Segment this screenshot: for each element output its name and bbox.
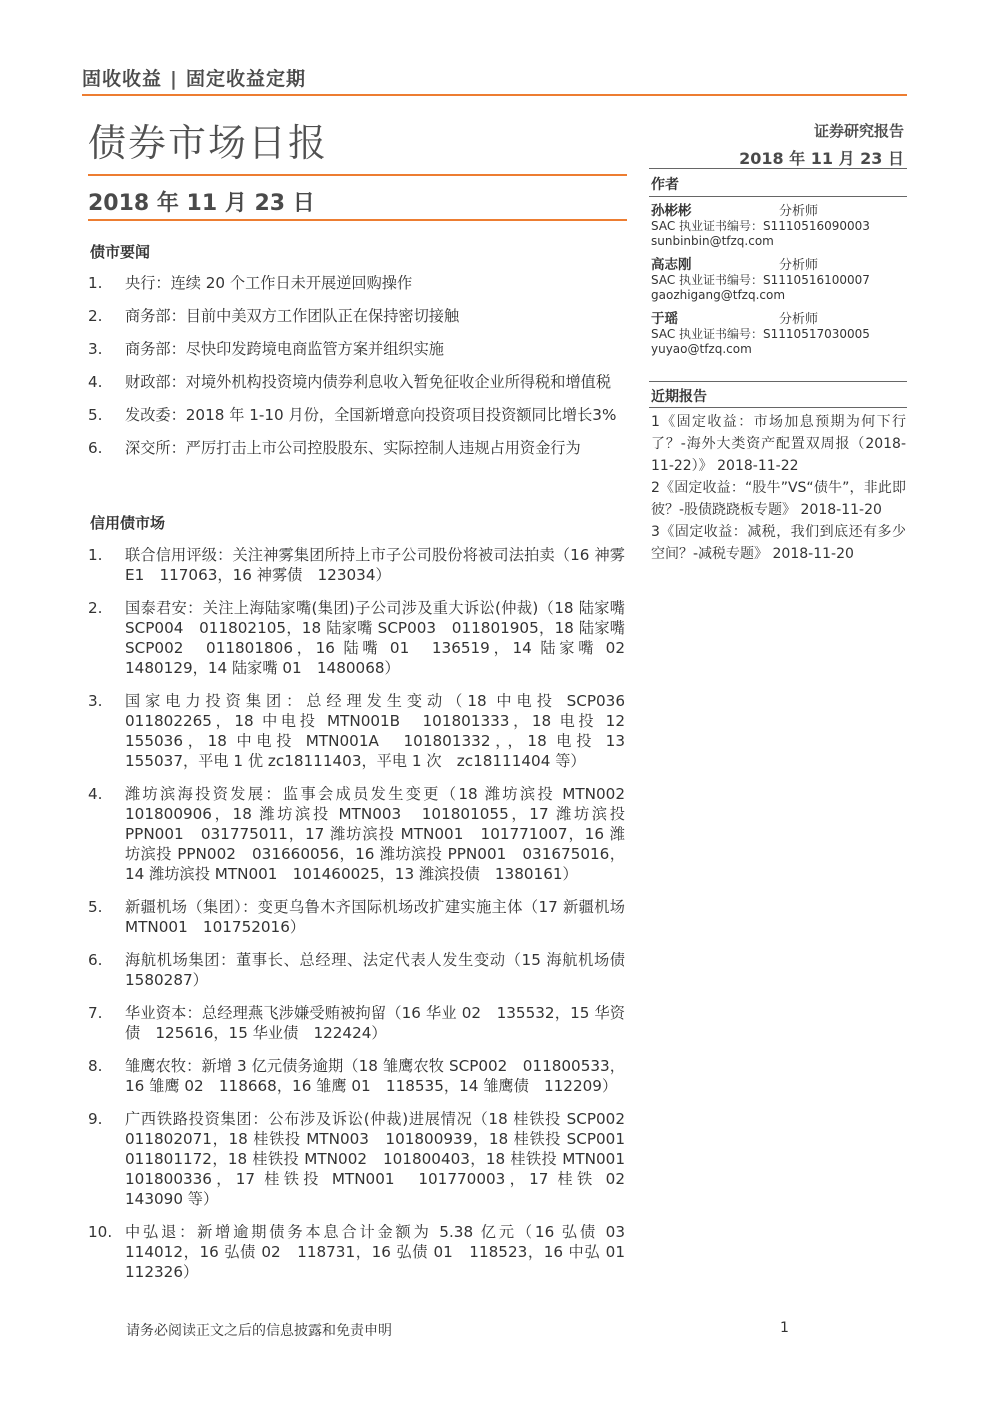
author-role: 分析师 [779, 312, 819, 327]
item-text: 华业资本：总经理燕飞涉嫌受贿被拘留（16 华业 02 135532，15 华资债 125616，15 华业债 122424） [125, 1004, 625, 1042]
category-separator: | [170, 68, 178, 90]
credit-news-heading: 信用债市场 [90, 514, 166, 532]
report-date: 2018 年 11 月 23 日 [739, 149, 904, 168]
author-card [651, 258, 906, 303]
report-category [82, 64, 306, 91]
recent-divider [649, 407, 907, 408]
author-role: 分析师 [779, 258, 819, 273]
item-number: 1. [88, 274, 103, 292]
authors-divider [649, 196, 907, 197]
report-title: 债券市场日报 [88, 121, 329, 165]
item-text: 雏鹰农牧：新增 3 亿元债务逾期（18 雏鹰农牧 SCP002 011800533，16 雏鹰 02 118668，16 雏鹰 01 118535，14 雏鹰债 112209） [125, 1057, 625, 1095]
item-text: 潍坊滨海投资发展：监事会成员发生变更（18 潍坊滨投 MTN002 101800906，18 潍坊滨投 MTN003 101801055，17 潍坊滨投 PPN001 031775011，17 潍坊滨投 MTN001 101771007，16 潍坊滨投 PPN002 031660056，16 潍坊滨投 PPN001 031675016，14 潍坊滨投 MTN001 101460025，13 潍滨投债 1380161） [125, 785, 641, 883]
recent-report-item[interactable] [651, 521, 906, 565]
list-item [88, 950, 641, 990]
item-number: 4. [88, 373, 103, 391]
list-item [88, 273, 625, 293]
market-news-list [88, 273, 625, 471]
list-item [88, 545, 625, 585]
title-divider [88, 174, 627, 176]
recent-report-item[interactable] [651, 411, 906, 477]
item-number: 2. [88, 307, 103, 325]
item-number: 1. [88, 546, 103, 564]
item-number: 5. [88, 406, 103, 424]
item-text: 商务部：目前中美双方工作团队正在保持密切接触 [125, 307, 460, 325]
item-text: 商务部：尽快印发跨境电商监管方案并组织实施 [125, 340, 444, 358]
item-number: 7. [88, 1004, 103, 1022]
item-number: 5. [88, 898, 103, 916]
authors-heading: 作者 [651, 177, 679, 193]
item-number: 6. [88, 951, 103, 969]
author-email[interactable]: gaozhigang@tfzq.com [651, 288, 786, 302]
item-text: 财政部：对境外机构投资境内债券利息收入暂免征收企业所得税和增值税 [125, 373, 611, 391]
item-text: 广西铁路投资集团：公布涉及诉讼(仲裁)进展情况（18 桂铁投 SCP002 011802071，18 桂铁投 MTN003 101800939，18 桂铁投 SCP001 011801172，18 桂铁投 MTN002 101800403，18 桂铁投 MTN001 101800336，17 桂铁投 MTN001 101770003，17 桂铁 02 143090 等） [125, 1110, 641, 1208]
item-text: 联合信用评级：关注神雾集团所持上市子公司股份将被司法拍卖（16 神雾 E1 117063，16 神雾债 123034） [125, 546, 625, 584]
list-item [88, 405, 625, 425]
recent-report-date: 2018-11-20 [772, 546, 854, 562]
date-divider [88, 219, 627, 221]
list-item [88, 438, 625, 458]
item-number: 10. [88, 1223, 113, 1241]
author-email[interactable]: yuyao@tfzq.com [651, 342, 752, 356]
author-name: 于瑶 [651, 311, 678, 327]
item-text: 国泰君安：关注上海陆家嘴(集团)子公司涉及重大诉讼(仲裁)（18 陆家嘴 SCP004 011802105，18 陆家嘴 SCP003 011801905，18 陆家嘴 SCP002 011801806，16 陆嘴 01 136519，14 陆家嘴 02 1480129，14 陆家嘴 01 1480068） [125, 599, 641, 677]
list-item [88, 1003, 625, 1043]
list-item [88, 1056, 625, 1096]
header-divider [82, 94, 907, 96]
main-date: 2018 年 11 月 23 日 [88, 191, 315, 216]
credit-news-list [88, 545, 641, 1295]
report-type: 证券研究报告 [813, 122, 904, 140]
item-text: 新疆机场（集团）：变更乌鲁木齐国际机场改扩建实施主体（17 新疆机场 MTN001 101752016） [125, 898, 625, 936]
item-number: 2. [88, 599, 103, 617]
list-item [88, 691, 641, 771]
item-text: 中弘退：新增逾期债务本息合计金额为 5.38 亿元（16 弘债 03 114012，16 弘债 02 118731，16 弘债 01 118523，16 中弘 01 112326） [125, 1223, 641, 1281]
recent-report-date: 2018-11-20 [800, 502, 882, 518]
recent-report-item[interactable] [651, 477, 906, 521]
item-number: 3. [88, 692, 103, 710]
item-number: 3. [88, 340, 103, 358]
item-text: 海航机场集团：董事长、总经理、法定代表人发生变动（15 海航机场债 1580287） [125, 951, 641, 989]
subcategory-label: 固定收益定期 [185, 68, 306, 90]
market-news-heading: 债市要闻 [90, 243, 151, 261]
page-number: 1 [780, 1320, 789, 1336]
list-item [88, 897, 625, 937]
item-text: 国家电力投资集团：总经理发生变动（18 中电投 SCP036 011802265，18 中电投 MTN001B 101801333，18 电投 12 155036，18 中电投 MTN001A 101801332，，18 电投 13 155037，平电 1 优 zc18111403，平电 1 次 zc18111404 等） [125, 692, 641, 770]
recent-report-title[interactable]: 1《固定收益：市场加息预期为何下行了？-海外大类资产配置双周报（2018-11-22）》 [651, 414, 906, 474]
recent-reports-heading: 近期报告 [651, 389, 707, 405]
footer-disclaimer: 请务必阅读正文之后的信息披露和免责申明 [126, 1323, 392, 1339]
recent-reports-list [651, 411, 906, 565]
item-text: 发改委：2018 年 1-10 月份，全国新增意向投资项目投资额同比增长3% [125, 406, 617, 424]
author-email[interactable]: sunbinbin@tfzq.com [651, 234, 774, 248]
list-item [88, 598, 641, 678]
list-item [88, 372, 625, 392]
list-item [88, 306, 625, 326]
author-sac: SAC 执业证书编号：S1110516090003 [651, 219, 870, 233]
item-text: 央行：连续 20 个工作日未开展逆回购操作 [125, 274, 413, 292]
author-card [651, 312, 906, 357]
list-item [88, 339, 625, 359]
recent-report-date: 2018-11-22 [717, 458, 799, 474]
list-item [88, 784, 641, 884]
item-text: 深交所：严厉打击上市公司控股股东、实际控制人违规占用资金行为 [125, 439, 581, 457]
author-role: 分析师 [779, 204, 819, 219]
author-sac: SAC 执业证书编号：S1110517030005 [651, 327, 870, 341]
item-number: 4. [88, 785, 103, 803]
author-card [651, 204, 906, 249]
recent-report-title[interactable]: 2《固定收益：“股牛”VS“债牛”，非此即彼？-股债跷跷板专题》 [651, 480, 906, 518]
item-number: 8. [88, 1057, 103, 1075]
author-name: 孙彬彬 [651, 203, 692, 219]
recent-top-divider [649, 381, 907, 382]
list-item [88, 1222, 641, 1282]
recent-report-title[interactable]: 3《固定收益：减税，我们到底还有多少空间？-减税专题》 [651, 524, 906, 562]
author-sac: SAC 执业证书编号：S1110516100007 [651, 273, 870, 287]
author-name: 高志刚 [651, 257, 692, 273]
sidebar-top-divider [649, 168, 907, 169]
item-number: 9. [88, 1110, 103, 1128]
item-number: 6. [88, 439, 103, 457]
list-item [88, 1109, 641, 1209]
category-label: 固收收益 [82, 68, 163, 90]
